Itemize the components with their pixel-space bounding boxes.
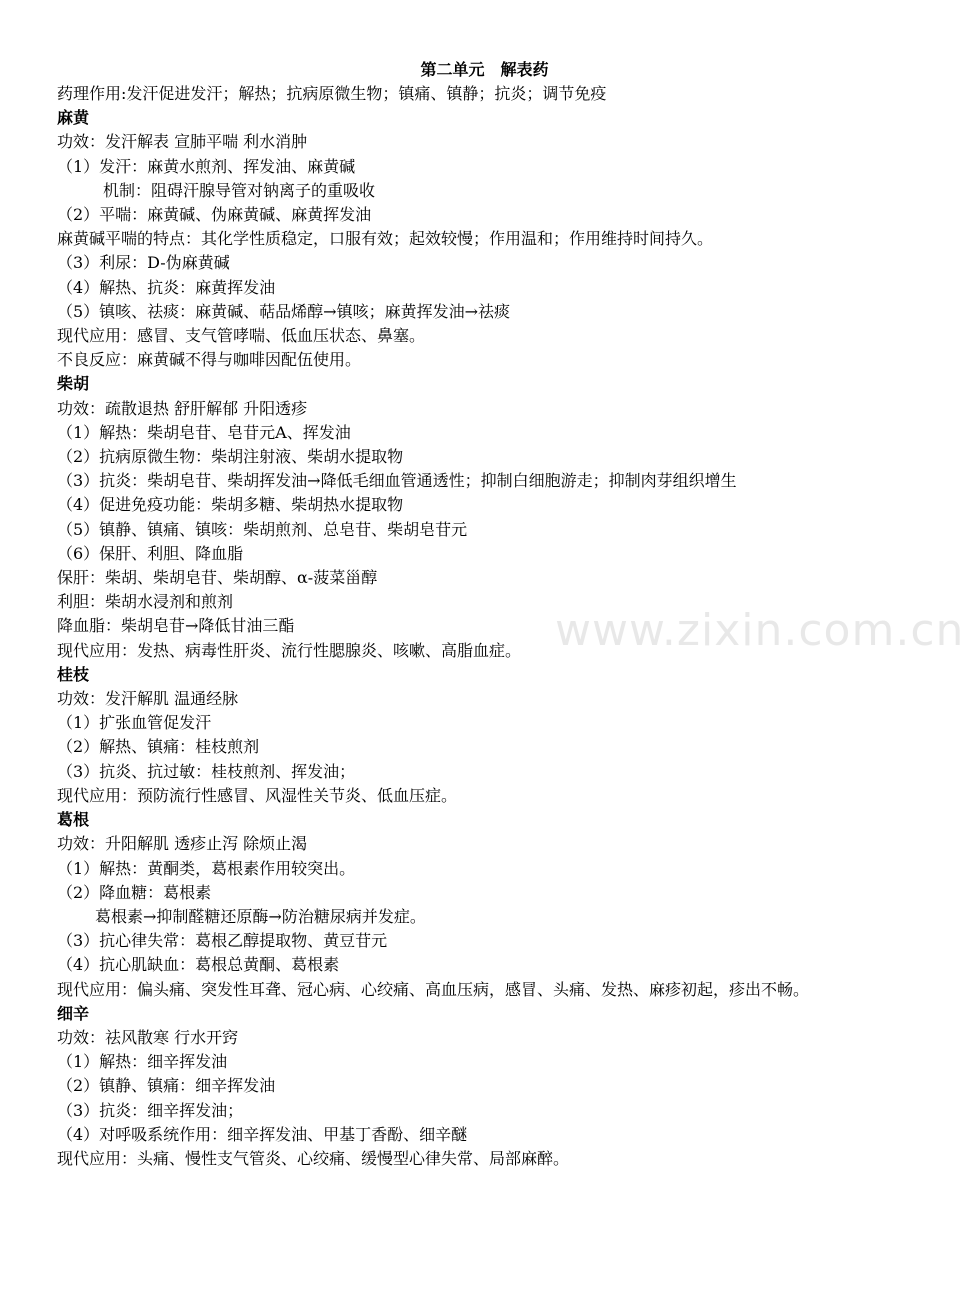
- text-line: （3）抗炎、抗过敏：桂枝煎剂、挥发油；: [57, 761, 356, 781]
- section-heading: 柴胡: [57, 374, 90, 394]
- text-line: 保肝：柴胡、柴胡皂苷、柴胡醇、α-菠菜甾醇: [57, 568, 378, 588]
- text-line: 现代应用：预防流行性感冒、风湿性关节炎、低血压症。: [57, 785, 458, 805]
- text-line: （1）解热：柴胡皂苷、皂苷元A、挥发油: [57, 422, 351, 442]
- text-line: （2）降血糖：葛根素: [57, 882, 212, 902]
- intro-line: 药理作用:发汗促进发汗；解热；抗病原微生物；镇痛、镇静；抗炎；调节免疫: [57, 84, 607, 103]
- text-line: 利胆：柴胡水浸剂和煎剂: [57, 592, 234, 612]
- text-line: 现代应用：偏头痛、突发性耳聋、冠心病、心绞痛、高血压病，感冒、头痛、发热、麻疹初起，疹出不畅。: [57, 979, 810, 999]
- section-heading: 麻黄: [57, 108, 90, 128]
- section-heading: 桂枝: [57, 664, 90, 684]
- text-line: 功效：发汗解肌 温通经脉: [57, 689, 239, 709]
- text-line: （2）抗病原微生物：柴胡注射液、柴胡水提取物: [57, 447, 404, 467]
- text-line: 葛根素→抑制醛糖还原酶→防治糖尿病并发症。: [95, 906, 426, 926]
- text-line: （4）促进免疫功能：柴胡多糖、柴胡热水提取物: [57, 495, 404, 515]
- text-line: （6）保肝、利胆、降血脂: [57, 543, 244, 563]
- section-heading: 细辛: [57, 1003, 90, 1023]
- watermark: www.zixin.com.cn: [555, 605, 964, 656]
- text-line: 降血脂：柴胡皂苷→降低甘油三酯: [57, 616, 295, 636]
- text-line: 现代应用：发热、病毒性肝炎、流行性腮腺炎、咳嗽、高脂血症。: [57, 640, 522, 660]
- text-line: （3）抗炎：细辛挥发油；: [57, 1100, 244, 1120]
- text-line: （3）利尿：D-伪麻黄碱: [57, 253, 230, 273]
- text-line: （4）对呼吸系统作用：细辛挥发油、甲基丁香酚、细辛醚: [57, 1124, 468, 1144]
- text-line: （2）平喘：麻黄碱、伪麻黄碱、麻黄挥发油: [57, 205, 372, 225]
- page-title: 第二单元 解表药: [420, 60, 549, 79]
- text-line: 现代应用：头痛、慢性支气管炎、心绞痛、缓慢型心律失常、局部麻醉。: [57, 1148, 570, 1168]
- text-line: （1）发汗：麻黄水煎剂、挥发油、麻黄碱: [57, 156, 356, 176]
- text-line: 功效：疏散退热 舒肝解郁 升阳透疹: [57, 398, 308, 418]
- text-line: （2）解热、镇痛：桂枝煎剂: [57, 737, 260, 757]
- text-line: （3）抗心律失常：葛根乙醇提取物、黄豆苷元: [57, 931, 388, 951]
- text-line: 功效：发汗解表 宣肺平喘 利水消肿: [57, 132, 308, 152]
- document-page: [57, 58, 872, 1171]
- section-heading: 葛根: [57, 810, 90, 830]
- text-line: 现代应用：感冒、支气管哮喘、低血压状态、鼻塞。: [57, 326, 426, 346]
- text-line: 机制：阻碍汗腺导管对钠离子的重吸收: [103, 180, 376, 200]
- text-line: 麻黄碱平喘的特点：其化学性质稳定，口服有效；起效较慢；作用温和；作用维持时间持久。: [57, 229, 714, 249]
- text-line: （4）抗心肌缺血：葛根总黄酮、葛根素: [57, 955, 340, 975]
- sections-container: [57, 106, 872, 1171]
- text-line: （1）解热：细辛挥发油: [57, 1052, 228, 1072]
- text-line: （3）抗炎：柴胡皂苷、柴胡挥发油→降低毛细血管通透性；抑制白细胞游走；抑制肉芽组织增生: [57, 471, 737, 491]
- text-line: （4）解热、抗炎：麻黄挥发油: [57, 277, 276, 297]
- text-line: （5）镇静、镇痛、镇咳：柴胡煎剂、总皂苷、柴胡皂苷元: [57, 519, 468, 539]
- text-line: （1）扩张血管促发汗: [57, 713, 212, 733]
- text-line: （1）解热：黄酮类，葛根素作用较突出。: [57, 858, 356, 878]
- text-line: 功效：升阳解肌 透疹止泻 除烦止渴: [57, 834, 308, 854]
- text-line: 功效：祛风散寒 行水开窍: [57, 1027, 239, 1047]
- text-line: 不良反应：麻黄碱不得与咖啡因配伍使用。: [57, 350, 362, 370]
- text-line: （2）镇静、镇痛：细辛挥发油: [57, 1076, 276, 1096]
- text-line: （5）镇咳、祛痰：麻黄碱、萜品烯醇→镇咳；麻黄挥发油→祛痰: [57, 301, 510, 321]
